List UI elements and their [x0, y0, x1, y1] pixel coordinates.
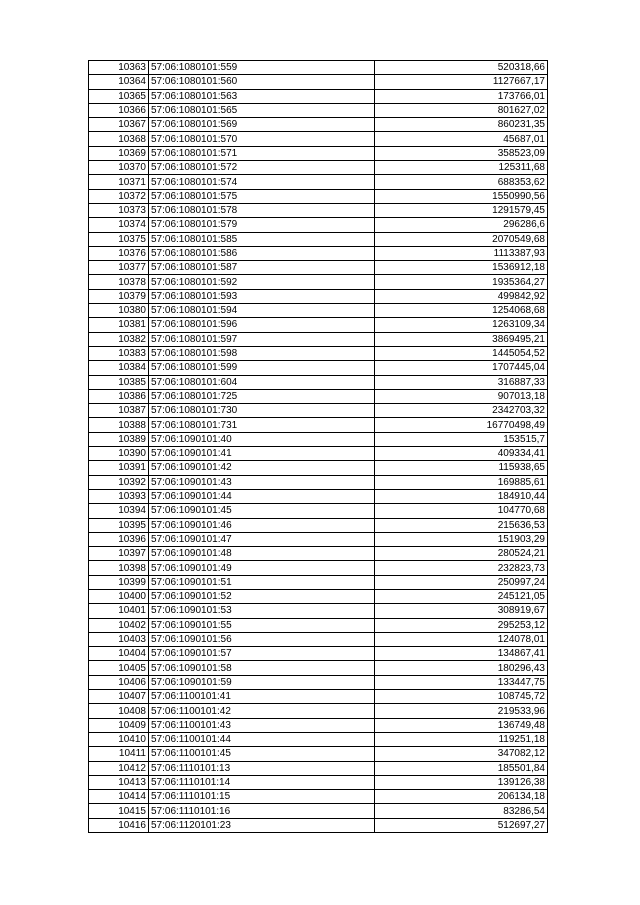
table-row [89, 289, 548, 303]
value-cell: 280524,21 [375, 547, 548, 561]
value-cell: 1550990,56 [375, 189, 548, 203]
table-row [89, 504, 548, 518]
table-row [89, 375, 548, 389]
value-cell: 358523,09 [375, 146, 548, 160]
value-cell: 1536912,18 [375, 261, 548, 275]
cadastral-number-cell: 57:06:1080101:585 [149, 232, 375, 246]
row-number-cell: 10380 [89, 304, 149, 318]
cadastral-number-cell: 57:06:1080101:598 [149, 346, 375, 360]
value-cell: 219533,96 [375, 704, 548, 718]
row-number-cell: 10368 [89, 132, 149, 146]
table-row [89, 489, 548, 503]
row-number-cell: 10395 [89, 518, 149, 532]
row-number-cell: 10415 [89, 804, 149, 818]
table-row [89, 132, 548, 146]
table-row [89, 532, 548, 546]
value-cell: 1935364,27 [375, 275, 548, 289]
cadastral-number-cell: 57:06:1090101:47 [149, 532, 375, 546]
table-row [89, 775, 548, 789]
value-cell: 316887,33 [375, 375, 548, 389]
row-number-cell: 10412 [89, 761, 149, 775]
table-row [89, 361, 548, 375]
table-body [89, 61, 548, 833]
row-number-cell: 10386 [89, 389, 149, 403]
cadastral-number-cell: 57:06:1080101:563 [149, 89, 375, 103]
row-number-cell: 10384 [89, 361, 149, 375]
table-row [89, 389, 548, 403]
cadastral-number-cell: 57:06:1110101:16 [149, 804, 375, 818]
value-cell: 169885,61 [375, 475, 548, 489]
value-cell: 16770498,49 [375, 418, 548, 432]
value-cell: 409334,41 [375, 447, 548, 461]
cadastral-number-cell: 57:06:1090101:58 [149, 661, 375, 675]
value-cell: 133447,75 [375, 675, 548, 689]
cadastral-number-cell: 57:06:1090101:56 [149, 632, 375, 646]
table-row [89, 604, 548, 618]
table-row [89, 447, 548, 461]
table-row [89, 761, 548, 775]
value-cell: 1254068,68 [375, 304, 548, 318]
table-row [89, 561, 548, 575]
value-cell: 250997,24 [375, 575, 548, 589]
value-cell: 184910,44 [375, 489, 548, 503]
row-number-cell: 10383 [89, 346, 149, 360]
cadastral-number-cell: 57:06:1100101:42 [149, 704, 375, 718]
row-number-cell: 10387 [89, 404, 149, 418]
row-number-cell: 10411 [89, 747, 149, 761]
value-cell: 115938,65 [375, 461, 548, 475]
value-cell: 124078,01 [375, 632, 548, 646]
value-cell: 512697,27 [375, 818, 548, 832]
cadastral-number-cell: 57:06:1100101:41 [149, 690, 375, 704]
row-number-cell: 10413 [89, 775, 149, 789]
row-number-cell: 10373 [89, 203, 149, 217]
row-number-cell: 10407 [89, 690, 149, 704]
row-number-cell: 10377 [89, 261, 149, 275]
value-cell: 688353,62 [375, 175, 548, 189]
cadastral-number-cell: 57:06:1080101:572 [149, 161, 375, 175]
value-cell: 499842,92 [375, 289, 548, 303]
value-cell: 134867,41 [375, 647, 548, 661]
cadastral-number-cell: 57:06:1090101:53 [149, 604, 375, 618]
value-cell: 296286,6 [375, 218, 548, 232]
cadastral-number-cell: 57:06:1090101:45 [149, 504, 375, 518]
table-row [89, 203, 548, 217]
table-row [89, 661, 548, 675]
table-row [89, 332, 548, 346]
cadastral-number-cell: 57:06:1080101:587 [149, 261, 375, 275]
row-number-cell: 10372 [89, 189, 149, 203]
cadastral-number-cell: 57:06:1090101:46 [149, 518, 375, 532]
table-row [89, 790, 548, 804]
value-cell: 1291579,45 [375, 203, 548, 217]
table-row [89, 418, 548, 432]
cadastral-number-cell: 57:06:1080101:569 [149, 118, 375, 132]
value-cell: 2070549,68 [375, 232, 548, 246]
row-number-cell: 10398 [89, 561, 149, 575]
cadastral-number-cell: 57:06:1090101:42 [149, 461, 375, 475]
row-number-cell: 10375 [89, 232, 149, 246]
cadastral-number-cell: 57:06:1100101:43 [149, 718, 375, 732]
row-number-cell: 10366 [89, 103, 149, 117]
value-cell: 151903,29 [375, 532, 548, 546]
table-row [89, 246, 548, 260]
row-number-cell: 10365 [89, 89, 149, 103]
cadastral-number-cell: 57:06:1080101:592 [149, 275, 375, 289]
table-row [89, 575, 548, 589]
cadastral-number-cell: 57:06:1080101:604 [149, 375, 375, 389]
value-cell: 245121,05 [375, 589, 548, 603]
row-number-cell: 10376 [89, 246, 149, 260]
cadastral-number-cell: 57:06:1080101:596 [149, 318, 375, 332]
table-row [89, 146, 548, 160]
cadastral-number-cell: 57:06:1090101:52 [149, 589, 375, 603]
cadastral-number-cell: 57:06:1090101:44 [149, 489, 375, 503]
cadastral-number-cell: 57:06:1080101:597 [149, 332, 375, 346]
table-row [89, 261, 548, 275]
value-cell: 153515,7 [375, 432, 548, 446]
table-row [89, 175, 548, 189]
row-number-cell: 10400 [89, 589, 149, 603]
table-row [89, 732, 548, 746]
row-number-cell: 10374 [89, 218, 149, 232]
table-row [89, 75, 548, 89]
value-cell: 520318,66 [375, 61, 548, 75]
table-row [89, 275, 548, 289]
row-number-cell: 10410 [89, 732, 149, 746]
cadastral-number-cell: 57:06:1090101:51 [149, 575, 375, 589]
row-number-cell: 10382 [89, 332, 149, 346]
row-number-cell: 10367 [89, 118, 149, 132]
cadastral-number-cell: 57:06:1080101:571 [149, 146, 375, 160]
cadastral-number-cell: 57:06:1080101:725 [149, 389, 375, 403]
cadastral-number-cell: 57:06:1080101:565 [149, 103, 375, 117]
table-row [89, 632, 548, 646]
table-row [89, 475, 548, 489]
table-row [89, 704, 548, 718]
row-number-cell: 10402 [89, 618, 149, 632]
row-number-cell: 10369 [89, 146, 149, 160]
cadastral-number-cell: 57:06:1080101:579 [149, 218, 375, 232]
row-number-cell: 10393 [89, 489, 149, 503]
value-cell: 108745,72 [375, 690, 548, 704]
row-number-cell: 10390 [89, 447, 149, 461]
cadastral-number-cell: 57:06:1120101:23 [149, 818, 375, 832]
table-row [89, 747, 548, 761]
row-number-cell: 10385 [89, 375, 149, 389]
row-number-cell: 10389 [89, 432, 149, 446]
row-number-cell: 10403 [89, 632, 149, 646]
row-number-cell: 10394 [89, 504, 149, 518]
table-row [89, 461, 548, 475]
table-row [89, 61, 548, 75]
document-page [88, 60, 548, 833]
table-row [89, 404, 548, 418]
value-cell: 215636,53 [375, 518, 548, 532]
value-cell: 180296,43 [375, 661, 548, 675]
cadastral-number-cell: 57:06:1080101:578 [149, 203, 375, 217]
cadastral-number-cell: 57:06:1090101:49 [149, 561, 375, 575]
cadastral-number-cell: 57:06:1080101:731 [149, 418, 375, 432]
row-number-cell: 10364 [89, 75, 149, 89]
value-cell: 801627,02 [375, 103, 548, 117]
row-number-cell: 10397 [89, 547, 149, 561]
cadastral-number-cell: 57:06:1090101:40 [149, 432, 375, 446]
table-row [89, 647, 548, 661]
cadastral-number-cell: 57:06:1090101:55 [149, 618, 375, 632]
row-number-cell: 10406 [89, 675, 149, 689]
cadastral-number-cell: 57:06:1080101:559 [149, 61, 375, 75]
cadastral-number-cell: 57:06:1090101:59 [149, 675, 375, 689]
value-cell: 139126,38 [375, 775, 548, 789]
cadastral-number-cell: 57:06:1090101:43 [149, 475, 375, 489]
value-cell: 232823,73 [375, 561, 548, 575]
cadastral-number-cell: 57:06:1080101:574 [149, 175, 375, 189]
row-number-cell: 10363 [89, 61, 149, 75]
data-table [88, 60, 548, 833]
table-row [89, 318, 548, 332]
value-cell: 1127667,17 [375, 75, 548, 89]
value-cell: 2342703,32 [375, 404, 548, 418]
cadastral-number-cell: 57:06:1100101:44 [149, 732, 375, 746]
cadastral-number-cell: 57:06:1080101:599 [149, 361, 375, 375]
cadastral-number-cell: 57:06:1090101:48 [149, 547, 375, 561]
row-number-cell: 10405 [89, 661, 149, 675]
row-number-cell: 10388 [89, 418, 149, 432]
table-row [89, 89, 548, 103]
row-number-cell: 10401 [89, 604, 149, 618]
table-row [89, 618, 548, 632]
value-cell: 136749,48 [375, 718, 548, 732]
cadastral-number-cell: 57:06:1100101:45 [149, 747, 375, 761]
value-cell: 3869495,21 [375, 332, 548, 346]
value-cell: 1263109,34 [375, 318, 548, 332]
value-cell: 1445054,52 [375, 346, 548, 360]
table-row [89, 346, 548, 360]
row-number-cell: 10370 [89, 161, 149, 175]
value-cell: 860231,35 [375, 118, 548, 132]
value-cell: 185501,84 [375, 761, 548, 775]
value-cell: 308919,67 [375, 604, 548, 618]
cadastral-number-cell: 57:06:1080101:570 [149, 132, 375, 146]
value-cell: 907013,18 [375, 389, 548, 403]
cadastral-number-cell: 57:06:1080101:575 [149, 189, 375, 203]
value-cell: 119251,18 [375, 732, 548, 746]
table-row [89, 103, 548, 117]
row-number-cell: 10416 [89, 818, 149, 832]
cadastral-number-cell: 57:06:1110101:13 [149, 761, 375, 775]
row-number-cell: 10371 [89, 175, 149, 189]
row-number-cell: 10404 [89, 647, 149, 661]
table-row [89, 675, 548, 689]
table-row [89, 818, 548, 832]
cadastral-number-cell: 57:06:1080101:560 [149, 75, 375, 89]
table-row [89, 718, 548, 732]
row-number-cell: 10409 [89, 718, 149, 732]
value-cell: 347082,12 [375, 747, 548, 761]
row-number-cell: 10392 [89, 475, 149, 489]
value-cell: 295253,12 [375, 618, 548, 632]
cadastral-number-cell: 57:06:1080101:594 [149, 304, 375, 318]
row-number-cell: 10391 [89, 461, 149, 475]
table-row [89, 547, 548, 561]
value-cell: 173766,01 [375, 89, 548, 103]
value-cell: 45687,01 [375, 132, 548, 146]
cadastral-number-cell: 57:06:1080101:586 [149, 246, 375, 260]
value-cell: 83286,54 [375, 804, 548, 818]
row-number-cell: 10379 [89, 289, 149, 303]
row-number-cell: 10381 [89, 318, 149, 332]
row-number-cell: 10396 [89, 532, 149, 546]
table-row [89, 518, 548, 532]
value-cell: 125311,68 [375, 161, 548, 175]
cadastral-number-cell: 57:06:1090101:57 [149, 647, 375, 661]
table-row [89, 218, 548, 232]
table-row [89, 690, 548, 704]
cadastral-number-cell: 57:06:1090101:41 [149, 447, 375, 461]
value-cell: 1707445,04 [375, 361, 548, 375]
value-cell: 104770,68 [375, 504, 548, 518]
row-number-cell: 10408 [89, 704, 149, 718]
row-number-cell: 10378 [89, 275, 149, 289]
row-number-cell: 10414 [89, 790, 149, 804]
value-cell: 1113387,93 [375, 246, 548, 260]
table-row [89, 804, 548, 818]
table-row [89, 232, 548, 246]
table-row [89, 304, 548, 318]
table-row [89, 589, 548, 603]
cadastral-number-cell: 57:06:1080101:730 [149, 404, 375, 418]
row-number-cell: 10399 [89, 575, 149, 589]
cadastral-number-cell: 57:06:1110101:15 [149, 790, 375, 804]
table-row [89, 189, 548, 203]
table-row [89, 432, 548, 446]
table-row [89, 118, 548, 132]
value-cell: 206134,18 [375, 790, 548, 804]
cadastral-number-cell: 57:06:1080101:593 [149, 289, 375, 303]
cadastral-number-cell: 57:06:1110101:14 [149, 775, 375, 789]
table-row [89, 161, 548, 175]
